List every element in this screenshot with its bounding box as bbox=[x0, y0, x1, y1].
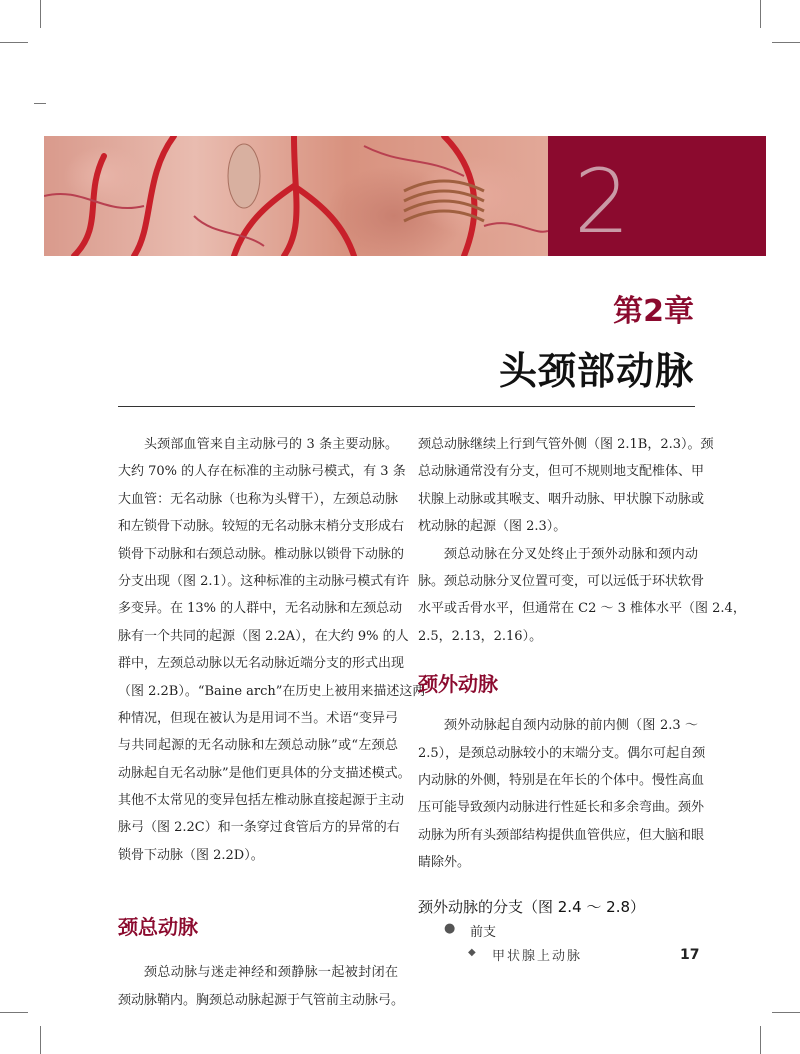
text-line: 睛除外。 bbox=[418, 855, 471, 871]
text-line: 锁骨下动脉（图 2.2D）。 bbox=[118, 847, 264, 863]
text-line: 动脉起自无名动脉”是他们更具体的分支描述模式。 bbox=[118, 765, 411, 781]
text-line: 状腺上动脉或其喉支、咽升动脉、甲状腺下动脉或 bbox=[418, 491, 705, 507]
paragraph bbox=[418, 712, 706, 876]
text-line: 多变异。在 13% 的人群中，无名动脉和左颈总动 bbox=[118, 601, 403, 617]
text-line: 颈外动脉起自颈内动脉的前内侧（图 2.3 ～ bbox=[444, 718, 698, 734]
right-column bbox=[418, 431, 746, 967]
chapter-label: 第2章 bbox=[613, 294, 694, 329]
text-line: 2.5，2.13，2.16）。 bbox=[418, 628, 543, 644]
section-heading-external-carotid: 颈外动脉 bbox=[418, 672, 498, 697]
text-line: 颈总动脉继续上行到气管外侧（图 2.1B，2.3）。颈 bbox=[418, 437, 714, 452]
list-item: 甲状腺上动脉 bbox=[492, 949, 583, 965]
bullet-dot-icon: ● bbox=[444, 921, 456, 937]
text-line: 动脉为所有头颈部结构提供血管供应，但大脑和眼 bbox=[418, 827, 705, 843]
paragraph bbox=[418, 541, 746, 651]
text-line: 和左锁骨下动脉。较短的无名动脉末梢分支形成右 bbox=[118, 519, 405, 535]
chapter-banner-illustration bbox=[44, 136, 548, 256]
page-number: 17 bbox=[680, 947, 700, 963]
text-line: 脉。颈总动脉分叉位置可变，可以远低于环状软骨 bbox=[418, 573, 705, 589]
crop-mark bbox=[772, 42, 800, 43]
text-line: 压可能导致颈内动脉进行性延长和多余弯曲。颈外 bbox=[418, 800, 705, 816]
left-column bbox=[118, 431, 426, 1014]
text-line: 头颈部血管来自主动脉弓的 3 条主要动脉。 bbox=[144, 437, 398, 452]
artery-illustration bbox=[44, 136, 548, 256]
text-line: 颈动脉鞘内。胸颈总动脉起源于气管前主动脉弓。 bbox=[118, 992, 405, 1008]
text-line: 颈总动脉在分叉处终止于颈外动脉和颈内动 bbox=[444, 546, 698, 562]
chapter-title: 头颈部动脉 bbox=[498, 349, 694, 393]
text-line: 水平或舌骨水平，但通常在 C2 ～ 3 椎体水平（图 2.4， bbox=[418, 601, 746, 617]
diamond-bullet-icon: ◆ bbox=[468, 947, 476, 959]
text-line: 内动脉的外侧，特别是在年长的个体中。慢性高血 bbox=[418, 772, 705, 788]
text-line: 群中，左颈总动脉以无名动脉近端分支的形式出现 bbox=[118, 656, 405, 672]
crop-mark bbox=[760, 0, 761, 28]
text-line: 种情况，但现在被认为是用词不当。术语“变异弓 bbox=[118, 710, 398, 726]
text-line: 脉有一个共同的起源（图 2.2A），在大约 9% 的人 bbox=[118, 628, 409, 644]
text-line: 2.5），是颈总动脉较小的末端分支。偶尔可起自颈 bbox=[418, 745, 706, 761]
crop-mark bbox=[34, 103, 46, 104]
text-line: 颈总动脉与迷走神经和颈静脉一起被封闭在 bbox=[144, 965, 398, 981]
text-line: 其他不太常见的变异包括左椎动脉直接起源于主动 bbox=[118, 793, 405, 809]
subsection-heading-branches: 颈外动脉的分支（图 2.4 ～ 2.8） bbox=[418, 898, 646, 917]
crop-mark bbox=[772, 1012, 800, 1013]
list-item: 前支 bbox=[470, 925, 497, 941]
text-line: 分支出现（图 2.1）。这种标准的主动脉弓模式有许 bbox=[118, 573, 410, 589]
section-heading-common-carotid: 颈总动脉 bbox=[118, 915, 198, 940]
paragraph bbox=[118, 431, 426, 869]
crop-mark bbox=[760, 1026, 761, 1054]
text-line: 与共同起源的无名动脉和左颈总动脉”或“左颈总 bbox=[118, 738, 398, 754]
text-line: 大血管：无名动脉（也称为头臂干），左颈总动脉 bbox=[118, 491, 398, 507]
text-line: 枕动脉的起源（图 2.3）。 bbox=[418, 519, 567, 535]
paragraph bbox=[118, 959, 405, 1014]
paragraph bbox=[418, 431, 714, 541]
chapter-number: 2 bbox=[574, 150, 630, 253]
text-line: 脉弓（图 2.2C）和一条穿过食管后方的异常的右 bbox=[118, 820, 400, 836]
text-line: （图 2.2B）。“Baine arch”在历史上被用来描述这两 bbox=[118, 683, 426, 699]
text-line: 锁骨下动脉和右颈总动脉。椎动脉以锁骨下动脉的 bbox=[118, 546, 405, 562]
crop-mark bbox=[40, 1026, 41, 1054]
crop-mark bbox=[0, 1012, 28, 1013]
branch-list bbox=[418, 917, 698, 967]
crop-mark bbox=[40, 0, 41, 28]
title-divider bbox=[118, 406, 695, 407]
text-line: 大约 70% 的人存在标准的主动脉弓模式，有 3 条 bbox=[118, 464, 406, 480]
crop-mark bbox=[0, 42, 28, 43]
text-line: 总动脉通常没有分支，但可不规则地支配椎体、甲 bbox=[418, 464, 705, 480]
